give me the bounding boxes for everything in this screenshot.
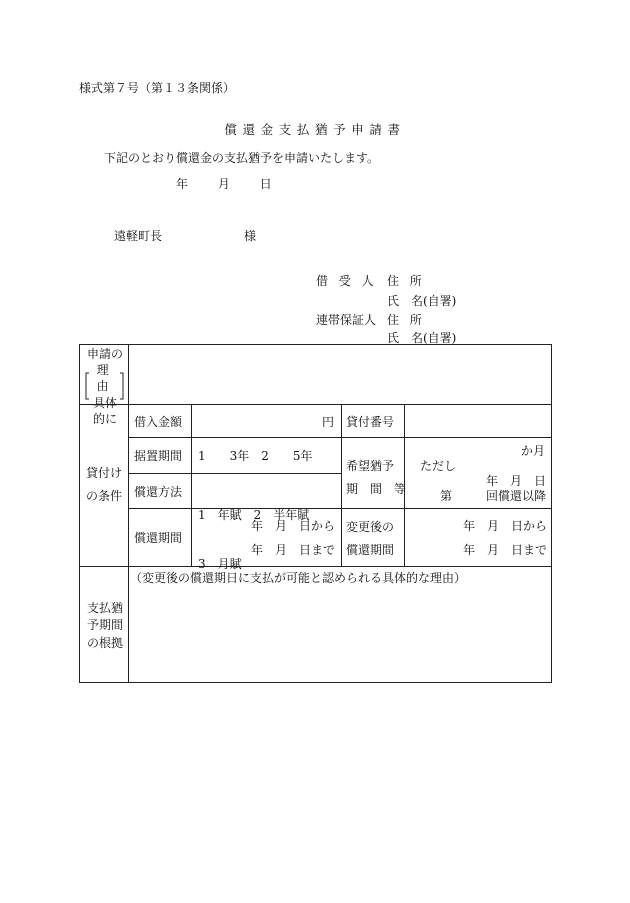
date-day: 日 xyxy=(259,177,272,191)
grace-period-label: 据置期間 xyxy=(134,449,183,463)
guarantor-name-label: 氏 名(自署) xyxy=(387,331,457,345)
basis-note: （変更後の償還期日に支払が可能と認められる具体的な理由） xyxy=(130,571,467,585)
changed-repayment-label xyxy=(346,516,394,562)
loan-amount-unit: 円 xyxy=(322,415,335,429)
date-line xyxy=(176,178,298,190)
conditions-label-line-1: 貸付け xyxy=(85,466,122,480)
guarantor-address-label: 住所 xyxy=(387,313,433,327)
loan-amount-input[interactable] xyxy=(192,405,341,437)
reason-label-line-3: 具体 xyxy=(92,395,117,410)
honorific: 様 xyxy=(244,229,257,243)
deferral-date: 年 月 日 xyxy=(486,474,547,488)
addressee: 遠軽町長 xyxy=(114,229,163,243)
changed-period-to[interactable]: 年 月 日まで xyxy=(463,543,548,557)
loan-number-input[interactable] xyxy=(405,405,551,437)
loan-amount-label: 借入金額 xyxy=(134,415,183,429)
basis-input[interactable] xyxy=(130,590,550,680)
date-year: 年 xyxy=(176,177,189,191)
desired-deferral-label xyxy=(346,455,406,501)
repayment-period-label: 償還期間 xyxy=(134,531,183,545)
basis-label-line-3: の根拠 xyxy=(86,635,123,650)
repayment-period-to[interactable]: 年 月 日まで xyxy=(251,543,336,557)
dai-text: 第 xyxy=(440,489,453,503)
borrower-address-label: 住所 xyxy=(387,274,433,288)
document-title: 償還金支払猶予申請書 xyxy=(224,122,406,137)
changed-label-line-1: 変更後の xyxy=(346,520,395,534)
months-unit: か月 xyxy=(521,444,546,458)
borrower-name-label: 氏 名(自署) xyxy=(387,294,457,308)
desired-deferral-line-2: 期 間 等 xyxy=(346,481,407,496)
reason-input[interactable] xyxy=(130,346,550,403)
reason-label-line-1: 申請の xyxy=(86,347,123,361)
installment-after-text: 回償還以降 xyxy=(486,489,547,503)
reason-label xyxy=(83,346,131,427)
loan-number-label: 貸付番号 xyxy=(346,415,395,429)
basis-label-line-1: 支払猶 xyxy=(86,601,123,615)
reason-label-line-4: 的に xyxy=(92,411,117,426)
tadashi-text: ただし xyxy=(420,459,457,473)
guarantor-label: 連帯保証人 xyxy=(316,313,377,327)
method-options-line-2: 3 月賦 xyxy=(198,556,242,571)
basis-label-line-2: 予期間 xyxy=(86,618,123,633)
conditions-label-line-2: の条件 xyxy=(85,488,122,503)
date-month: 月 xyxy=(217,177,230,191)
lead-text: 下記のとおり償還金の支払猶予を申請いたします。 xyxy=(104,151,380,165)
changed-label-line-2: 償還期間 xyxy=(346,542,395,557)
repayment-period-from[interactable]: 年 月 日から xyxy=(251,519,336,533)
reason-label-line-2: 理 由 xyxy=(96,363,131,394)
borrower-label: 借受人 xyxy=(316,274,385,288)
form-number: 様式第７号（第１３条関係） xyxy=(79,81,236,95)
deferral-basis-label xyxy=(83,600,127,652)
method-options-line-1: 1 年賦 2 半年賦 xyxy=(198,508,310,523)
repayment-method-label: 償還方法 xyxy=(134,485,183,499)
grace-period-options[interactable]: 1 3年 2 5年 xyxy=(198,449,313,463)
changed-period-from[interactable]: 年 月 日から xyxy=(463,519,548,533)
loan-conditions-label xyxy=(81,462,127,508)
desired-deferral-line-1: 希望猶予 xyxy=(346,459,395,473)
